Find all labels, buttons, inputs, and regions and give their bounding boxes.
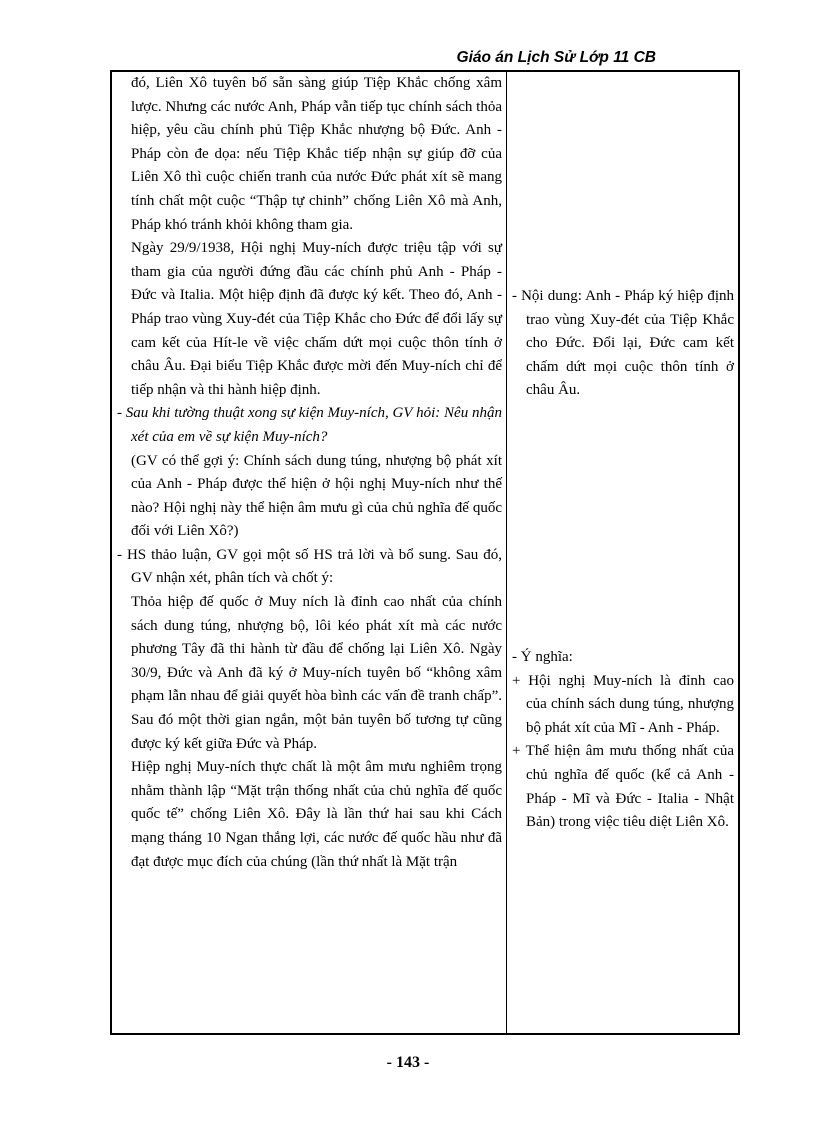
content-summary: - Nội dung: Anh - Pháp ký hiệp định trao vùng Xuy-đét của Tiệp Khắc cho Đức. Đổi lại, Đức cam kết chấm dứt mọi cuộc thôn tính ở châu Âu.: [512, 288, 734, 399]
lesson-table: [110, 72, 740, 1035]
column-divider: [506, 72, 507, 1033]
significance-point-1: + Hội nghị Muy-ních là đỉnh cao của chính sách dung túng, nhượng bộ phát xít của Mĩ - Anh - Pháp.: [512, 672, 734, 736]
paragraph-appeasement: Thỏa hiệp đế quốc ở Muy ních là đỉnh cao nhất của chính sách dung túng, nhượng bộ, lôi kéo phát xít mà các nước phương Tây đã thi hành từ đầu để chống lại Liên Xô. Ngày 30/9, Đức và Anh đã ký ở Muy-ních tuyên bố “không xâm phạm lẫn nhau để giải quyết hòa bình các vấn đề tranh chấp”. Sau đó một thời gian ngắn, một bản tuyên bố tương tự cũng được ký kết giữa Đức và Pháp.: [131, 594, 502, 752]
page-header: Giáo án Lịch Sử Lớp 11 CB: [456, 49, 656, 66]
activity-column: [117, 72, 502, 874]
teacher-question: - Sau khi tường thuật xong sự kiện Muy-ních, GV hỏi: Nêu nhận xét của em về sự kiện Muy-ních?: [117, 405, 502, 445]
student-discussion: - HS thảo luận, GV gọi một số HS trả lời và bổ sung. Sau đó, GV nhận xét, phân tích và chốt ý:: [117, 546, 502, 587]
paragraph-context: đó, Liên Xô tuyên bố sẵn sàng giúp Tiệp Khắc chống xâm lược. Nhưng các nước Anh, Pháp vẫn tiếp tục chính sách thỏa hiệp, yêu cầu chính phủ Tiệp Khắc nhượng bộ Đức. Anh - Pháp còn đe dọa: nếu Tiệp Khắc tiếp nhận sự giúp đỡ của Liên Xô thì cuộc chiến tranh của nước Đức phát xít sẽ mang tính chất một cuộc “Thập tự chinh” chống Liên Xô mà Anh, Pháp khó tránh khỏi không tham gia.: [131, 75, 502, 233]
teacher-hint: (GV có thể gợi ý: Chính sách dung túng, nhượng bộ phát xít của Anh - Pháp được thể hiện ở hội nghị Muy-ních như thế nào? Hội nghị này thể hiện âm mưu gì của chủ nghĩa đế quốc đối với Liên Xô?): [131, 452, 502, 540]
paragraph-munich-conference: Ngày 29/9/1938, Hội nghị Muy-ních được triệu tập với sự tham gia của người đứng đầu các chính phủ Anh - Pháp - Đức và Italia. Một hiệp định đã được ký kết. Theo đó, Anh - Pháp trao vùng Xuy-đét của Tiệp Khắc cho Đức để đổi lấy sự cam kết của Hít-le về việc chấm dứt mọi cuộc thôn tính ở châu Âu. Đại biểu Tiệp Khắc được mời đến Muy-ních chỉ để tiếp nhận và thi hành hiệp định.: [131, 240, 502, 398]
significance-point-2: + Thể hiện âm mưu thống nhất của chủ nghĩa đế quốc (kể cả Anh - Pháp - Mĩ và Đức - Italia - Nhật Bản) trong việc tiêu diệt Liên Xô.: [512, 743, 734, 831]
knowledge-column: [512, 72, 734, 835]
significance-title: - Ý nghĩa:: [512, 648, 573, 665]
page-number: - 143 -: [386, 1054, 430, 1071]
paragraph-united-front: Hiệp nghị Muy-ních thực chất là một âm mưu nghiêm trọng nhằm thành lập “Mặt trận thống nhất của chủ nghĩa đế quốc quốc tế” chống Liên Xô. Đây là lần thứ hai sau khi Cách mạng tháng 10 Ngan thắng lợi, các nước đế quốc hầu như đã đạt được mục đích của chúng (lần thứ nhất là Mặt trận: [131, 759, 502, 870]
